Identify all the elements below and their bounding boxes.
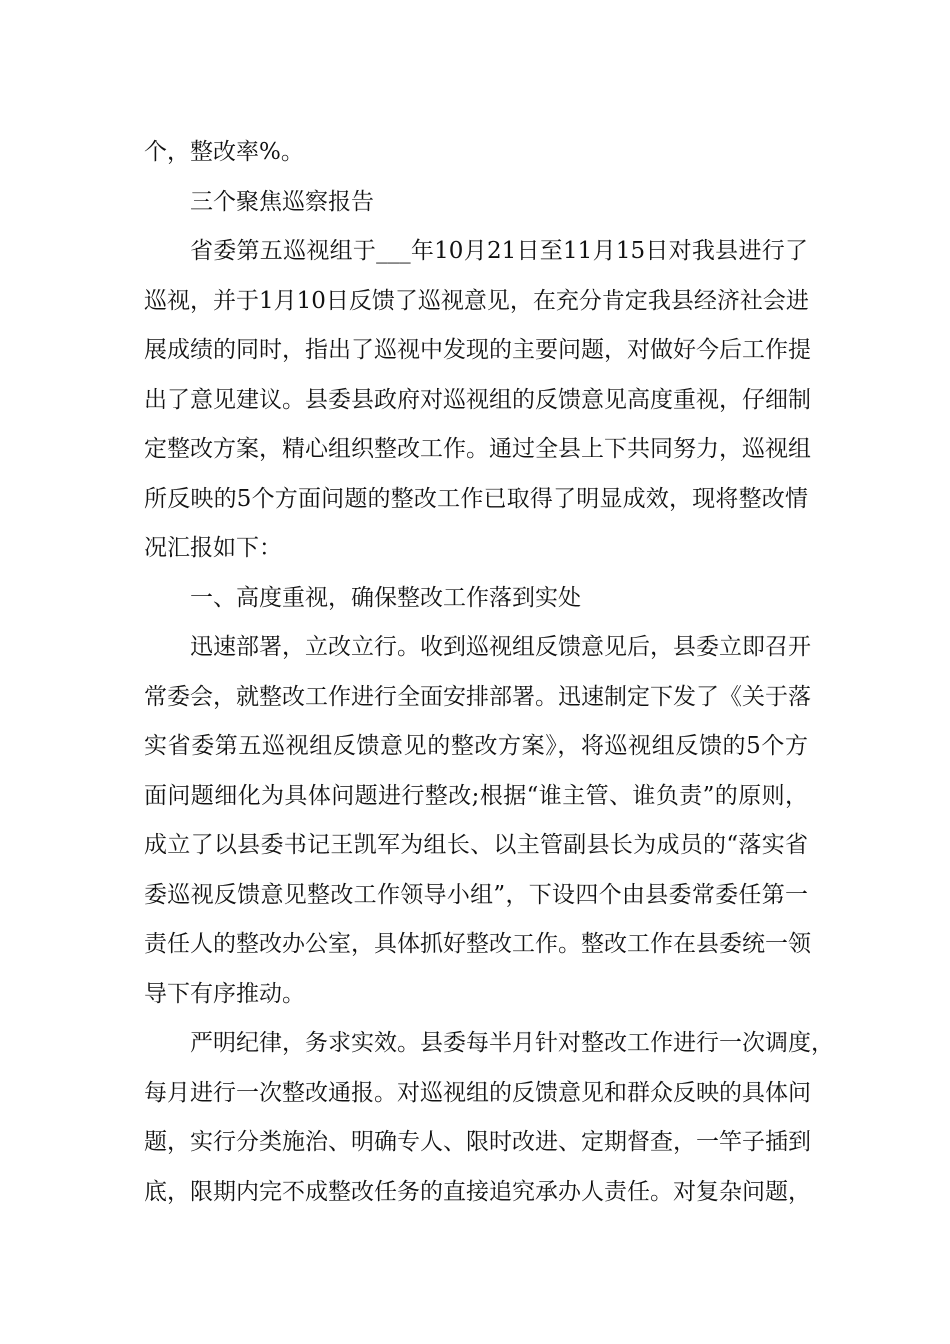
text-line: 况汇报如下： <box>144 535 282 561</box>
text-line: 面问题细化为具体问题进行整改;根据“谁主管、谁负责”的原则， <box>144 782 808 809</box>
text-line: 出了意见建议。县委县政府对巡视组的反馈意见高度重视，仔细制 <box>144 386 811 413</box>
text-line: 每月进行一次整改通报。对巡视组的反馈意见和群众反映的具体问 <box>144 1079 811 1106</box>
text-line: 展成绩的同时，指出了巡视中发现的主要问题，对做好今后工作提 <box>144 337 811 363</box>
text-line: 题，实行分类施治、明确专人、限时改进、定期督查，一竿子插到 <box>144 1129 811 1155</box>
text-line: 责任人的整改办公室，具体抓好整改工作。整改工作在县委统一领 <box>144 931 811 957</box>
text-line: 迅速部署，立改立行。收到巡视组反馈意见后，县委立即召开 <box>190 634 811 660</box>
text-line: 巡视，并于1月10日反馈了巡视意见，在充分肯定我县经济社会进 <box>144 287 809 314</box>
text-line: 一、高度重视，确保整改工作落到实处 <box>190 584 581 611</box>
document-body <box>144 128 834 1217</box>
text-line: 成立了以县委书记王凯军为组长、以主管副县长为成员的“落实省 <box>144 832 808 858</box>
text-line: 底，限期内完不成整改任务的直接追究承办人责任。对复杂问题， <box>144 1178 811 1205</box>
text-line: 实省委第五巡视组反馈意见的整改方案》，将巡视组反馈的5个方 <box>144 733 808 759</box>
text-line: 严明纪律，务求实效。县委每半月针对整改工作进行一次调度， <box>190 1030 834 1056</box>
text-line: 常委会，就整改工作进行全面安排部署。迅速制定下发了《关于落 <box>144 683 811 710</box>
text-line: 所反映的5个方面问题的整改工作已取得了明显成效，现将整改情 <box>144 485 808 512</box>
text-line: 三个聚焦巡察报告 <box>190 188 374 215</box>
text-line: 定整改方案，精心组织整改工作。通过全县上下共同努力，巡视组 <box>144 436 811 462</box>
text-line: 委巡视反馈意见整改工作领导小组”，下设四个由县委常委任第一 <box>144 881 808 908</box>
text-line: 导下有序推动。 <box>144 980 305 1007</box>
text-line: 省委第五巡视组于___年10月21日至11月15日对我县进行了 <box>190 238 808 264</box>
text-line: 个，整改率%。 <box>144 139 304 165</box>
